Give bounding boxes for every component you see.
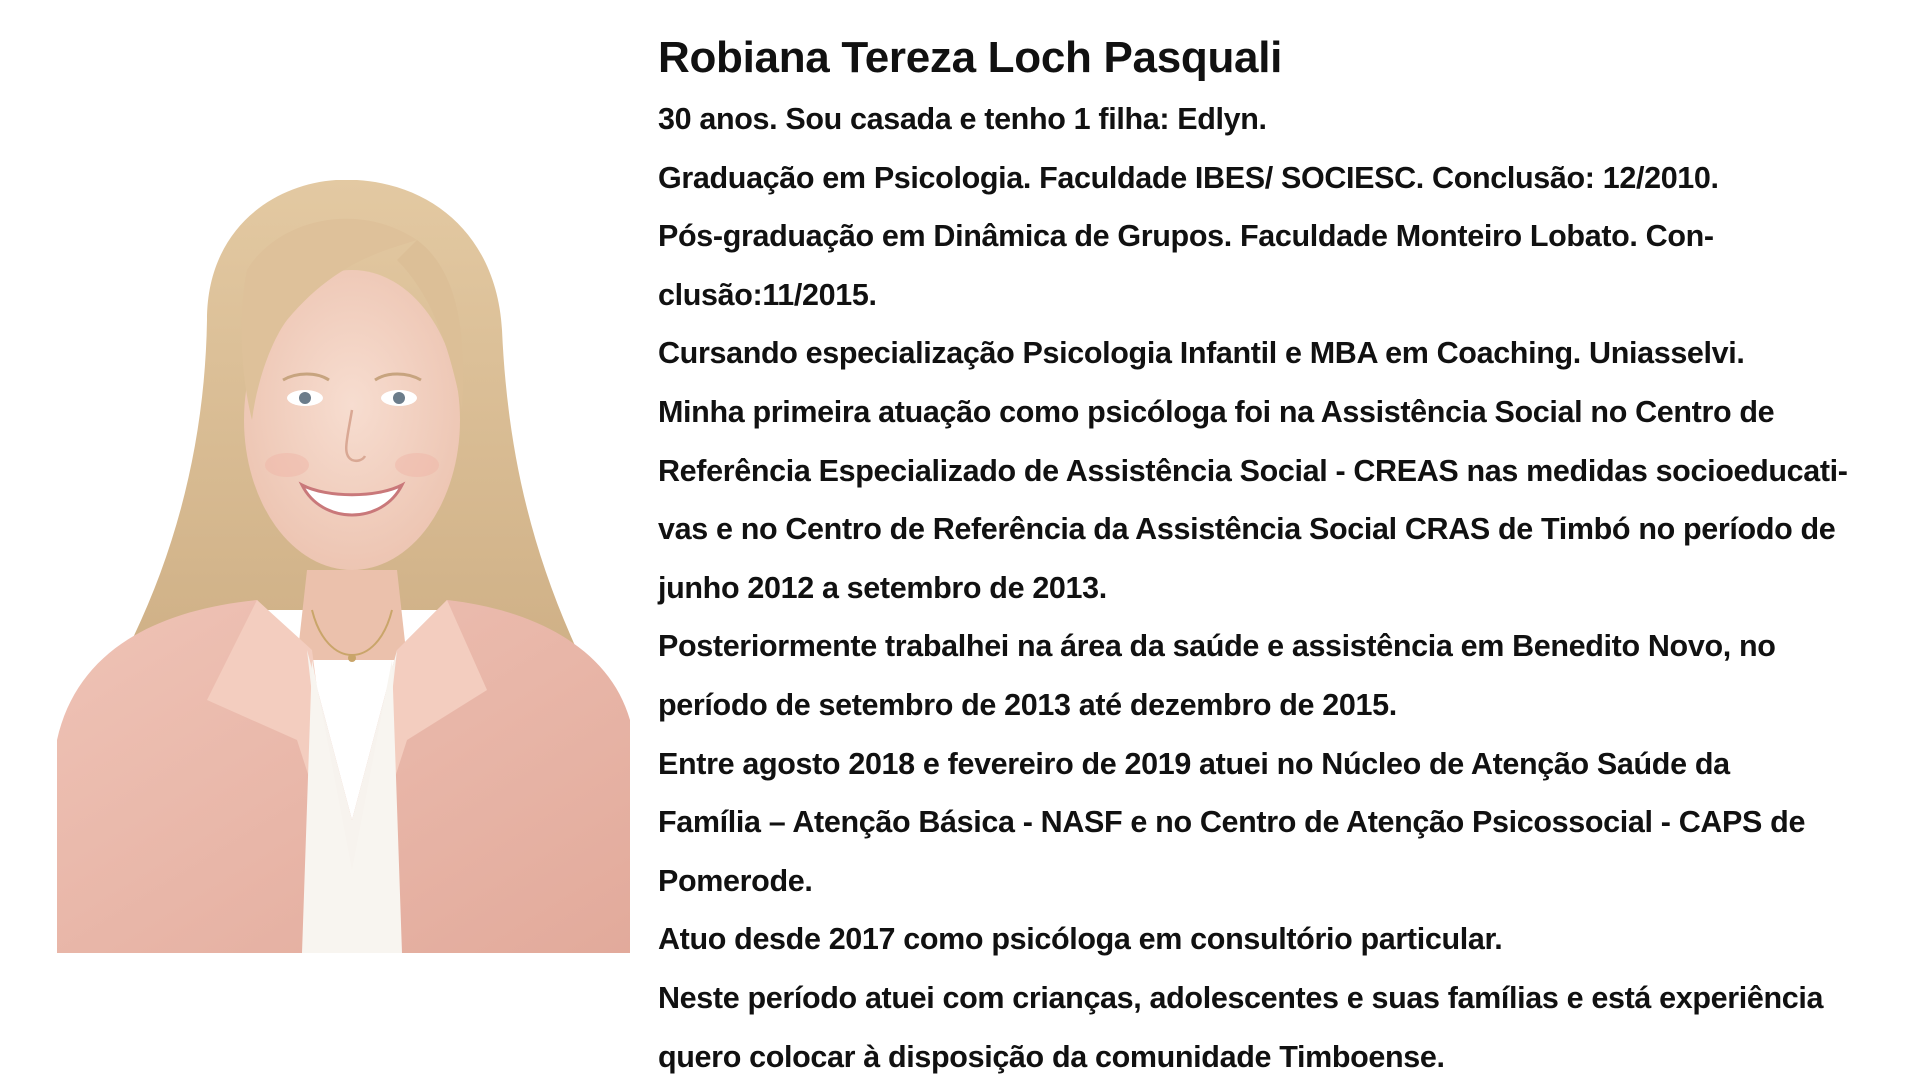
bio-line: Entre agosto 2018 e fevereiro de 2019 atuei no Núcleo de Atenção Saúde da [658,735,1908,794]
bio-line: Atuo desde 2017 como psicóloga em consultório particular. [658,910,1908,969]
person-name: Robiana Tereza Loch Pasquali [658,28,1908,88]
bio-line: Minha primeira atuação como psicóloga foi na Assistência Social no Centro de [658,383,1908,442]
bio-line: Pós-graduação em Dinâmica de Grupos. Faculdade Monteiro Lobato. Con- [658,207,1908,266]
bio-line: Cursando especialização Psicologia Infantil e MBA em Coaching. Uniasselvi. [658,324,1908,383]
bio-line: 30 anos. Sou casada e tenho 1 filha: Edlyn. [658,90,1908,149]
bio-line: Neste período atuei com crianças, adolescentes e suas famílias e está experiência [658,969,1908,1028]
profile-photo [57,180,630,953]
person-photo-icon [57,180,630,953]
bio-line: quero colocar à disposição da comunidade Timboense. [658,1028,1908,1086]
bio-line: vas e no Centro de Referência da Assistência Social CRAS de Timbó no período de [658,500,1908,559]
bio-line: Posteriormente trabalhei na área da saúde e assistência em Benedito Novo, no [658,617,1908,676]
bio-line: período de setembro de 2013 até dezembro de 2015. [658,676,1908,735]
bio-line: Pomerode. [658,852,1908,911]
bio-line: junho 2012 a setembro de 2013. [658,559,1908,618]
bio-line: Família – Atenção Básica - NASF e no Centro de Atenção Psicossocial - CAPS de [658,793,1908,852]
bio-line: clusão:11/2015. [658,266,1908,325]
bio-section [658,28,1908,1086]
bio-line: Graduação em Psicologia. Faculdade IBES/ SOCIESC. Conclusão: 12/2010. [658,149,1908,208]
bio-line: Referência Especializado de Assistência Social - CREAS nas medidas socioeducati- [658,442,1908,501]
